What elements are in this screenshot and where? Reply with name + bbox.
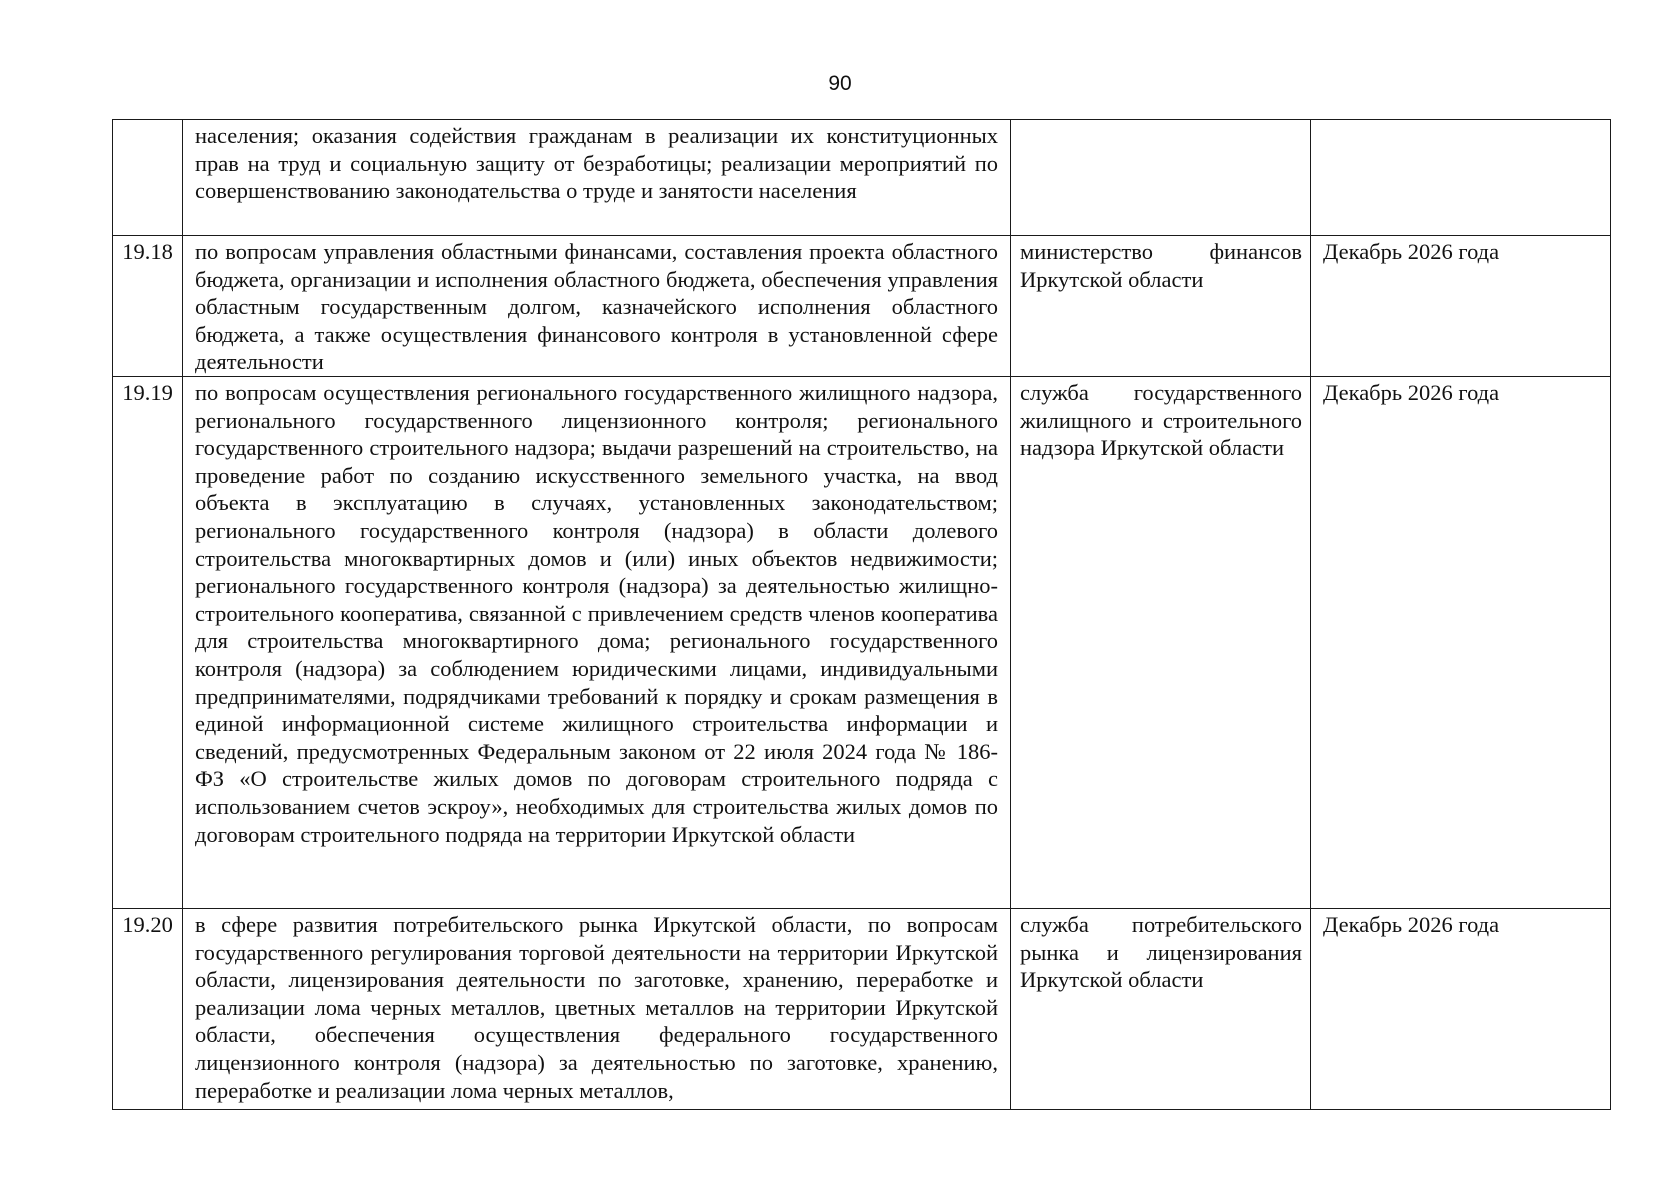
- row-executor: министерство финансов Иркутской области: [1011, 236, 1311, 377]
- row-content: по вопросам управления областными финансами, составления проекта областного бюджета, организации и исполнения областного бюджета, обеспечения управления областным государственным долгом, казначейского исполнения областного бюджета, а также осуществления финансового контроля в установленной сфере деятельности: [183, 236, 1011, 377]
- row-number: 19.19: [113, 377, 183, 909]
- row-executor: [1011, 120, 1311, 236]
- row-executor: служба государственного жилищного и строительного надзора Иркутской области: [1011, 377, 1311, 909]
- row-content: по вопросам осуществления регионального государственного жилищного надзора, регионального государственного лицензионного контроля; регионального государственного строительного надзора; выдачи разрешений на строительство, на проведение работ по созданию искусственного земельного участка, на ввод объекта в эксплуатацию в случаях, установленных законодательством; регионального государственного контроля (надзора) в области долевого строительства многоквартирных домов и (или) иных объектов недвижимости; регионального государственного контроля (надзора) за деятельностью жилищно-строительного кооператива, связанной с привлечением средств членов кооператива для строительства многоквартирного дома; регионального государственного контроля (надзора) за соблюдением юридическими лицами, индивидуальными предпринимателями, подрядчиками требований к порядку и срокам размещения в единой информационной системе жилищного строительства информации и сведений, предусмотренных Федеральным законом от 22 июля 2024 года № 186-ФЗ «О строительстве жилых домов по договорам строительного подряда с использованием счетов эскроу», необходимых для строительства жилых домов по договорам строительного подряда на территории Иркутской области: [183, 377, 1011, 909]
- row-content: в сфере развития потребительского рынка Иркутской области, по вопросам государственного регулирования торговой деятельности на территории Иркутской области, лицензирования деятельности по заготовке, хранению, переработке и реализации лома черных металлов, цветных металлов на территории Иркутской области, обеспечения осуществления федерального государственного лицензионного контроля (надзора) за деятельностью по заготовке, хранению, переработке и реализации лома черных металлов,: [183, 909, 1011, 1110]
- row-deadline: Декабрь 2026 года: [1311, 377, 1611, 909]
- row-deadline: [1311, 120, 1611, 236]
- row-deadline: Декабрь 2026 года: [1311, 909, 1611, 1110]
- table-row: [113, 236, 1611, 377]
- table-row: [113, 909, 1611, 1110]
- row-number: 19.18: [113, 236, 183, 377]
- row-executor: служба потребительского рынка и лицензирования Иркутской области: [1011, 909, 1311, 1110]
- table-row: [113, 120, 1611, 236]
- row-deadline: Декабрь 2026 года: [1311, 236, 1611, 377]
- row-number: 19.20: [113, 909, 183, 1110]
- page-number: 90: [828, 72, 852, 95]
- row-content: населения; оказания содействия гражданам в реализации их конституционных прав на труд и социальную защиту от безработицы; реализации мероприятий по совершенствованию законодательства о труде и занятости населения: [183, 120, 1011, 236]
- table-row: [113, 377, 1611, 909]
- action-plan-table: [112, 119, 1611, 1110]
- row-number: [113, 120, 183, 236]
